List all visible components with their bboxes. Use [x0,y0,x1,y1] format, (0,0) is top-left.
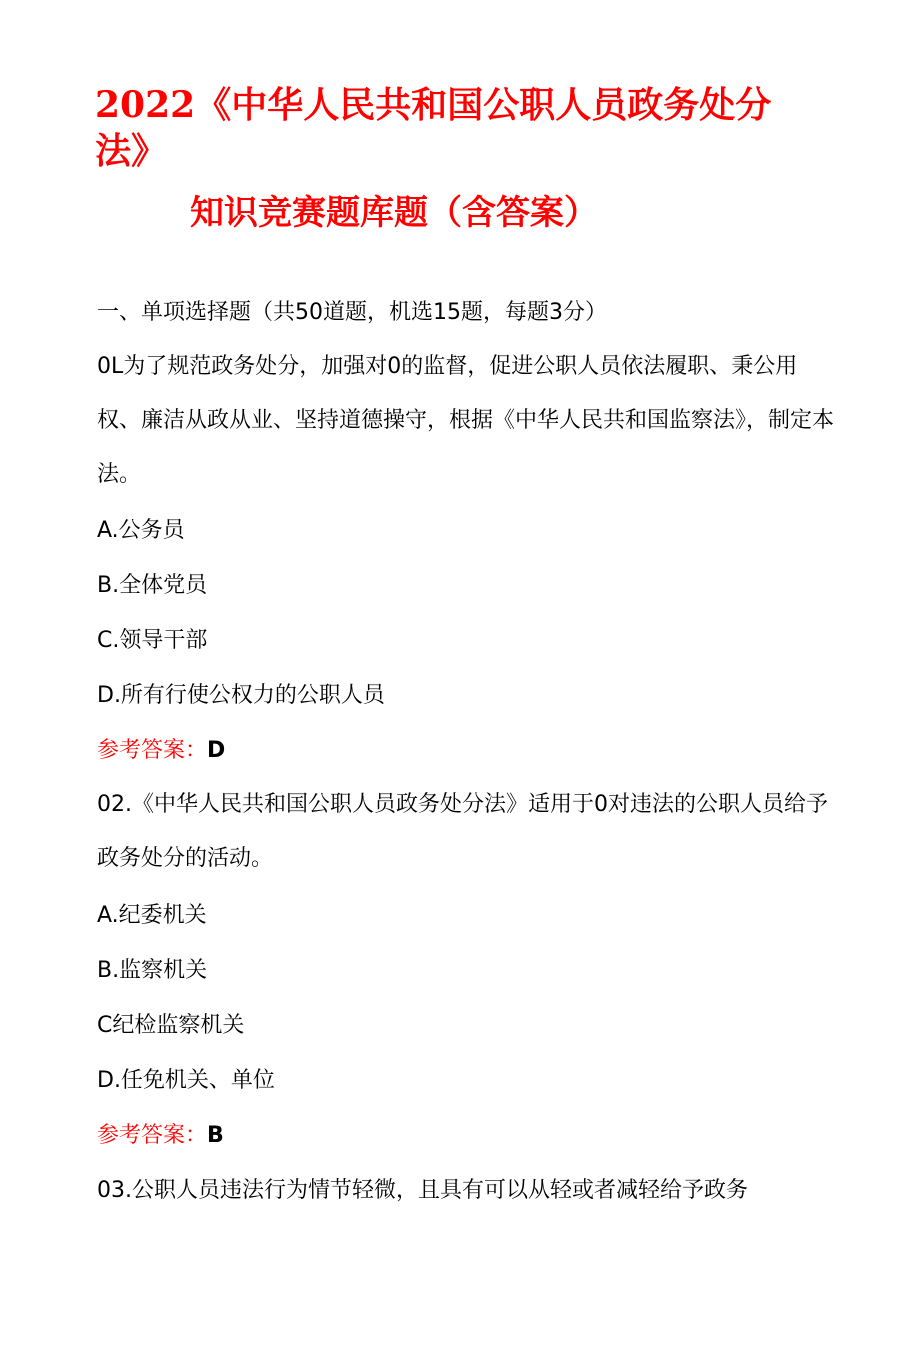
question-1-option-b: B.全体党员 [97,573,208,598]
question-stem-3: 03.公职人员违法行为情节轻微，且具有可以从轻或者减轻给予政务 [97,1178,748,1203]
question-1-option-d: D.所有行使公权力的公职人员 [97,683,385,708]
question-2-option-d: D.任免机关、单位 [97,1068,275,1093]
question-1-option-a: A.公务员 [97,518,185,543]
answer-label: 参考答案： [97,1123,208,1148]
question-2-option-b: B.监察机关 [97,958,208,983]
answer-value: D [207,738,226,763]
document-title: 2022《中华人民共和国公职人员政务处分法》 [95,84,772,172]
answer-value: B [207,1123,224,1148]
question-2-option-a: A.纪委机关 [97,903,207,928]
question-2-answer [97,1121,224,1151]
question-stem-1: 0L为了规范政务处分，加强对0的监督，促进公职人员依法履职、秉公用权、廉洁从政从业、坚持道德操守，根据《中华人民共和国监察法》，制定本法。 [97,354,835,487]
question-stem-2: 02.《中华人民共和国公职人员政务处分法》适用于0对违法的公职人员给予政务处分的活动。 [97,792,828,871]
question-1-option-c: C.领导干部 [97,628,208,653]
answer-label: 参考答案： [97,738,208,763]
question-2-option-c: C纪检监察机关 [97,1013,245,1038]
section-heading: 一、单项选择题（共50道题，机选15题，每题3分） [97,300,607,325]
document-subtitle: 知识竞赛题库题（含答案） [190,193,598,233]
question-1-answer [97,736,225,766]
